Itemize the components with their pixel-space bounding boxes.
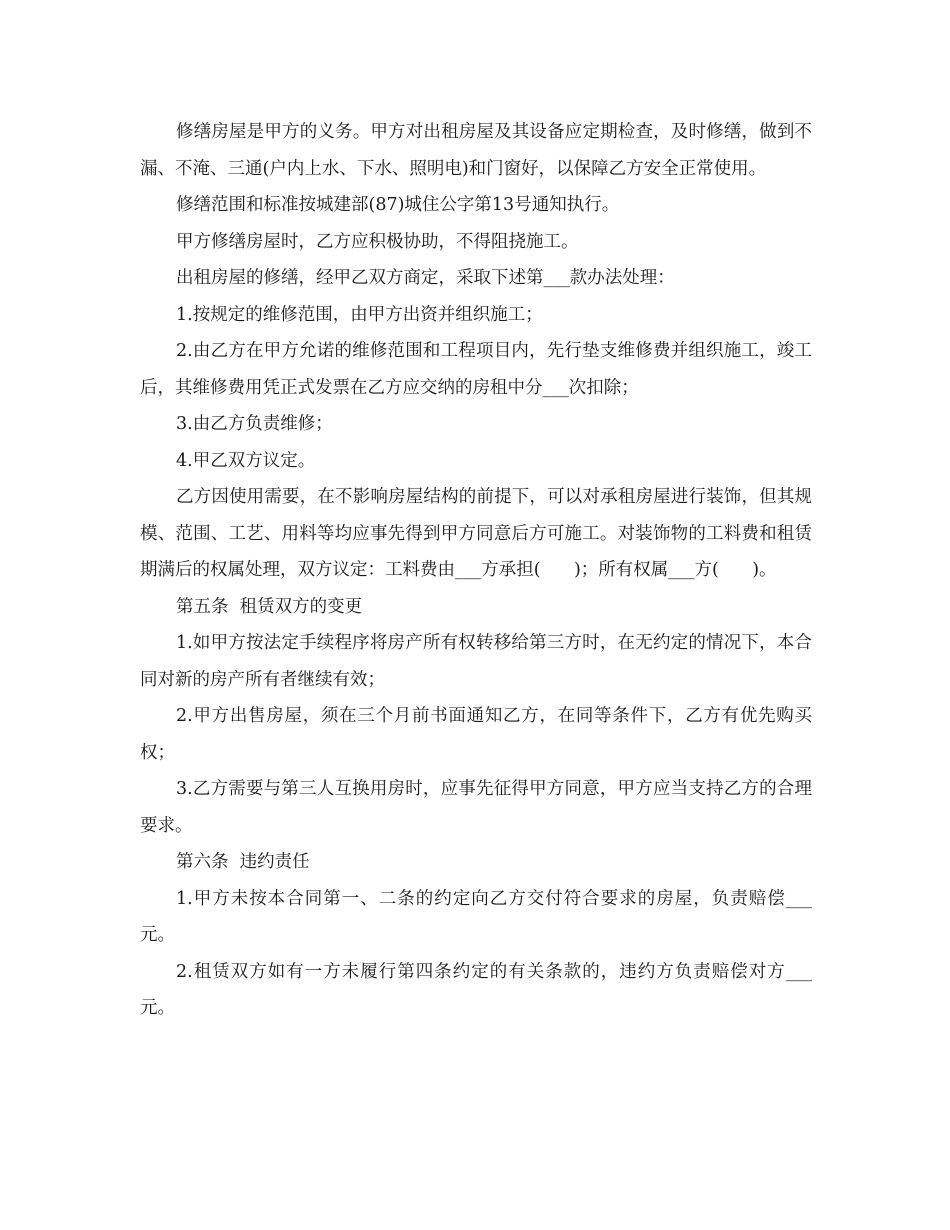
list-item-change-3: 3.乙方需要与第三人互换用房时，应事先征得甲方同意，甲方应当支持乙方的合理要求。	[140, 779, 812, 836]
list-item-liability-1: 1.甲方未按本合同第一、二条的约定向乙方交付符合要求的房屋，负责赔偿___元。	[140, 888, 812, 945]
paragraph-repair-scope: 修缮范围和标准按城建部(87)城住公字第13号通知执行。	[176, 195, 620, 215]
paragraph-repair-obligation: 修缮房屋是甲方的义务。甲方对出租房屋及其设备应定期检查，及时修缮，做到不漏、不淹、三通(户内上水、下水、照明电)和门窗好，以保障乙方安全正常使用。	[140, 122, 812, 179]
list-item-method-1: 1.按规定的维修范围，由甲方出资并组织施工；	[176, 304, 543, 325]
list-item-method-3: 3.由乙方负责维修；	[176, 414, 333, 434]
paragraph-decoration: 乙方因使用需要，在不影响房屋结构的前提下，可以对承租房屋进行装饰，但其规模、范围、工艺、用料等均应事先得到甲方同意后方可施工。对装饰物的工料费和租赁期满后的权属处理，双方议定：工料费由___方承担( )；所有权属___方( )。	[140, 487, 812, 580]
list-item-method-2: 2.由乙方在甲方允诺的维修范围和工程项目内，先行垫支维修费并组织施工，竣工后，其维修费用凭正式发票在乙方应交纳的房租中分___次扣除；	[140, 341, 812, 398]
paragraph-repair-method: 出租房屋的修缮，经甲乙双方商定，采取下述第___款办法处理：	[176, 268, 675, 288]
section-heading-article-5: 第五条 租赁双方的变更	[176, 596, 363, 617]
paragraph-assist-repair: 甲方修缮房屋时，乙方应积极协助，不得阻挠施工。	[176, 231, 579, 252]
list-item-change-2: 2.甲方出售房屋，须在三个月前书面通知乙方，在同等条件下，乙方有优先购买权；	[140, 706, 812, 763]
list-item-liability-2: 2.租赁双方如有一方未履行第四条约定的有关条款的，违约方负责赔偿对方___元。	[140, 961, 812, 1018]
section-heading-article-6: 第六条 违约责任	[176, 852, 310, 872]
document-body	[140, 114, 812, 1027]
list-item-method-4: 4.甲乙双方议定。	[176, 450, 316, 471]
list-item-change-1: 1.如甲方按法定手续程序将房产所有权转移给第三方时，在无约定的情况下，本合同对新的房产所有者继续有效；	[140, 633, 812, 690]
